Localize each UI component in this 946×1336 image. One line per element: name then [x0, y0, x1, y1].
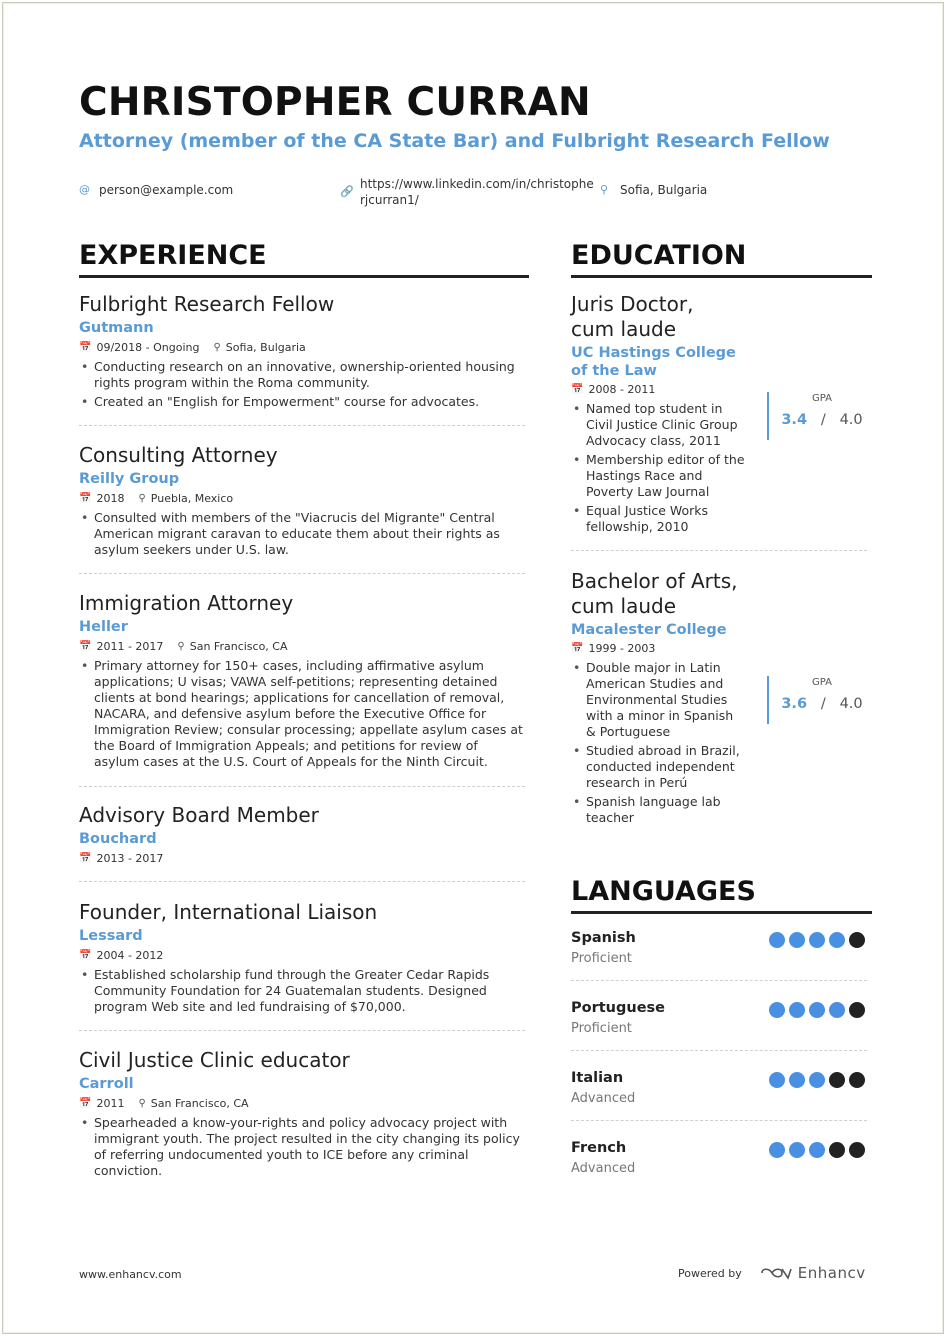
gpa-separator: / [820, 696, 826, 712]
map-pin-icon: ⚲ [138, 493, 146, 504]
footer-powered [678, 1264, 866, 1282]
language-name: Portuguese [571, 1000, 665, 1016]
company-name: Carroll [79, 1076, 134, 1092]
bullet-item: • Conducting research on an innovative, ownership-oriented housing rights program within the Roma community. [79, 359, 525, 391]
job-dates: 2013 - 2017 [96, 852, 164, 865]
job-bullets [79, 967, 525, 1015]
job-title: Consulting Attorney [79, 443, 278, 467]
entry-divider [571, 1050, 867, 1051]
experience-entry [79, 1048, 525, 1182]
degree-title [571, 292, 871, 342]
degree-line-1: Bachelor of Arts, [571, 569, 738, 593]
school-name: UC Hastings College of the Law [571, 345, 736, 379]
experience-entry [79, 900, 525, 1018]
bullet-item: • Double major in Latin American Studies and Environmental Studies with a minor in Spanish & Portuguese [571, 660, 746, 740]
company-name: Heller [79, 619, 128, 635]
map-pin-icon: ⚲ [177, 641, 185, 652]
job-bullets [79, 359, 525, 410]
edu-meta [571, 641, 871, 657]
rating-dot-filled [809, 1002, 825, 1018]
bullet-item: • Primary attorney for 150+ cases, including affirmative asylum applications; U visas; VAWA self-petitions; representing detained clients at bond hearings; applications for cancellation of removal, NACARA, and defensive asylum before the Executive Office for Immigration Review; consular processing; appellate asylum cases at the Board of Immigration Appeals; and petitions for review of asylum cases at the U.S. Court of Appeals for the Ninth Circuit. [79, 658, 525, 770]
language-rating [769, 1142, 865, 1158]
candidate-name: CHRISTOPHER CURRAN [79, 80, 591, 125]
bullet-item: • Created an "English for Empowerment" course for advocates. [79, 394, 525, 410]
job-title: Founder, International Liaison [79, 900, 378, 924]
language-name: Spanish [571, 930, 636, 946]
rating-dot-filled [769, 1142, 785, 1158]
education-heading: EDUCATION [571, 240, 872, 278]
contact-location [600, 182, 707, 198]
map-pin-icon: ⚲ [138, 1098, 146, 1109]
gpa-label: GPA [812, 677, 832, 688]
entry-divider [571, 1120, 867, 1121]
calendar-icon: 📅 [79, 950, 92, 961]
job-meta [79, 639, 525, 655]
experience-entry [79, 292, 525, 413]
job-bullets [79, 510, 525, 558]
rating-dot-empty [829, 1072, 845, 1088]
rating-dot-filled [829, 1002, 845, 1018]
degree-title [571, 569, 871, 619]
job-meta [79, 491, 525, 507]
job-dates: 2004 - 2012 [96, 949, 164, 962]
calendar-icon: 📅 [79, 493, 92, 504]
calendar-icon: 📅 [79, 853, 92, 864]
rating-dot-filled [789, 1072, 805, 1088]
gpa-max: 4.0 [839, 696, 863, 712]
language-level: Proficient [571, 951, 632, 966]
job-meta [79, 851, 525, 867]
bullet-item: • Studied abroad in Brazil, conducted independent research in Perú [571, 743, 746, 791]
company-name: Bouchard [79, 831, 157, 847]
calendar-icon: 📅 [571, 384, 584, 395]
job-dates: 2018 [96, 492, 125, 505]
bullet-item: • Spearheaded a know-your-rights and policy advocacy project with immigrant youth. The project resulted in the city changing its policy of referring undocumented youth to ICE before any criminal conviction. [79, 1115, 525, 1179]
degree-line-2: cum laude [571, 594, 676, 618]
rating-dot-filled [809, 1072, 825, 1088]
bullet-item: • Spanish language lab teacher [571, 794, 746, 826]
entry-divider [79, 786, 525, 787]
gpa-box [767, 676, 867, 724]
rating-dot-empty [849, 1002, 865, 1018]
enhancv-logo-icon [760, 1265, 792, 1281]
rating-dot-filled [809, 932, 825, 948]
school-name: Macalester College [571, 622, 727, 638]
job-dates: 2011 [96, 1097, 125, 1110]
education-entry [571, 569, 871, 829]
map-pin-icon: ⚲ [600, 183, 609, 196]
experience-entry [79, 803, 525, 867]
languages-heading: LANGUAGES [571, 876, 872, 914]
rating-dot-empty [849, 1142, 865, 1158]
education-entry [571, 292, 871, 538]
experience-entry [79, 591, 525, 773]
gpa-score: 3.4 [781, 412, 808, 428]
location-text: Sofia, Bulgaria [620, 183, 708, 197]
company-name: Gutmann [79, 320, 154, 336]
edu-dates: 2008 - 2011 [588, 383, 656, 396]
at-icon: @ [79, 183, 90, 196]
language-rating [769, 932, 865, 948]
gpa-value [777, 696, 867, 712]
brand-name: Enhancv [797, 1264, 866, 1282]
rating-dot-filled [809, 1142, 825, 1158]
job-title: Civil Justice Clinic educator [79, 1048, 350, 1072]
edu-bullets [571, 660, 746, 826]
entry-divider [79, 573, 525, 574]
gpa-value [777, 412, 867, 428]
edu-dates: 1999 - 2003 [588, 642, 656, 655]
job-title: Advisory Board Member [79, 803, 319, 827]
calendar-icon: 📅 [571, 643, 584, 654]
language-rating [769, 1072, 865, 1088]
rating-dot-filled [789, 1142, 805, 1158]
language-level: Advanced [571, 1091, 636, 1106]
rating-dot-filled [769, 932, 785, 948]
brand-logo[interactable] [760, 1264, 866, 1282]
candidate-headline: Attorney (member of the CA State Bar) and Fulbright Research Fellow [79, 130, 830, 152]
rating-dot-filled [789, 932, 805, 948]
email-text: person@example.com [99, 183, 234, 197]
entry-divider [571, 550, 867, 551]
job-location: San Francisco, CA [189, 640, 288, 653]
entry-divider [79, 881, 525, 882]
language-item [571, 928, 867, 984]
language-name: Italian [571, 1070, 624, 1086]
bullet-item: • Established scholarship fund through the Greater Cedar Rapids Community Foundation for 24 Guatemalan students. Designed program Web site and led fundraising of $70,000. [79, 967, 525, 1015]
entry-divider [571, 980, 867, 981]
rating-dot-empty [849, 1072, 865, 1088]
linkedin-line-1: https://www.linkedin.com/in/christophe [360, 177, 594, 191]
job-location: Sofia, Bulgaria [225, 341, 306, 354]
gpa-score: 3.6 [781, 696, 808, 712]
experience-entry [79, 443, 525, 561]
job-bullets [79, 1115, 525, 1179]
rating-dot-empty [849, 932, 865, 948]
entry-divider [79, 425, 525, 426]
language-name: French [571, 1140, 627, 1156]
footer-website[interactable]: www.enhancv.com [79, 1268, 182, 1281]
job-dates: 2011 - 2017 [96, 640, 164, 653]
language-level: Advanced [571, 1161, 636, 1176]
map-pin-icon: ⚲ [213, 342, 221, 353]
job-meta [79, 948, 525, 964]
job-location: San Francisco, CA [150, 1097, 249, 1110]
calendar-icon: 📅 [79, 1098, 92, 1109]
company-name: Lessard [79, 928, 143, 944]
linkedin-line-2: rjcurran1/ [360, 193, 419, 207]
bullet-item: • Named top student in Civil Justice Clinic Group Advocacy class, 2011 [571, 401, 746, 449]
language-item [571, 1138, 867, 1194]
job-title: Fulbright Research Fellow [79, 292, 335, 316]
degree-line-2: cum laude [571, 317, 676, 341]
language-rating [769, 1002, 865, 1018]
gpa-box [767, 392, 867, 440]
rating-dot-filled [829, 932, 845, 948]
job-location: Puebla, Mexico [150, 492, 234, 505]
rating-dot-empty [829, 1142, 845, 1158]
language-item [571, 998, 867, 1054]
edu-bullets [571, 401, 746, 535]
linkedin-text [360, 176, 594, 208]
company-name: Reilly Group [79, 471, 180, 487]
job-bullets [79, 658, 525, 770]
entry-divider [79, 1030, 525, 1031]
experience-heading: EXPERIENCE [79, 240, 529, 278]
calendar-icon: 📅 [79, 342, 92, 353]
rating-dot-filled [789, 1002, 805, 1018]
job-meta [79, 1096, 525, 1112]
link-icon: 🔗 [340, 185, 354, 198]
degree-line-1: Juris Doctor, [571, 292, 694, 316]
bullet-item: • Equal Justice Works fellowship, 2010 [571, 503, 746, 535]
language-item [571, 1068, 867, 1124]
rating-dot-filled [769, 1072, 785, 1088]
job-title: Immigration Attorney [79, 591, 294, 615]
calendar-icon: 📅 [79, 641, 92, 652]
contact-linkedin[interactable] [340, 176, 594, 208]
gpa-label: GPA [812, 393, 832, 404]
contact-email[interactable] [79, 182, 233, 198]
rating-dot-filled [769, 1002, 785, 1018]
language-level: Proficient [571, 1021, 632, 1036]
powered-by-text: Powered by [678, 1266, 742, 1280]
bullet-item: • Consulted with members of the "Viacrucis del Migrante" Central American migrant caravan to educate them about their rights as asylum seekers under U.S. law. [79, 510, 525, 558]
gpa-max: 4.0 [839, 412, 863, 428]
job-dates: 09/2018 - Ongoing [96, 341, 200, 354]
bullet-item: • Membership editor of the Hastings Race and Poverty Law Journal [571, 452, 746, 500]
gpa-separator: / [820, 412, 826, 428]
job-meta [79, 340, 525, 356]
